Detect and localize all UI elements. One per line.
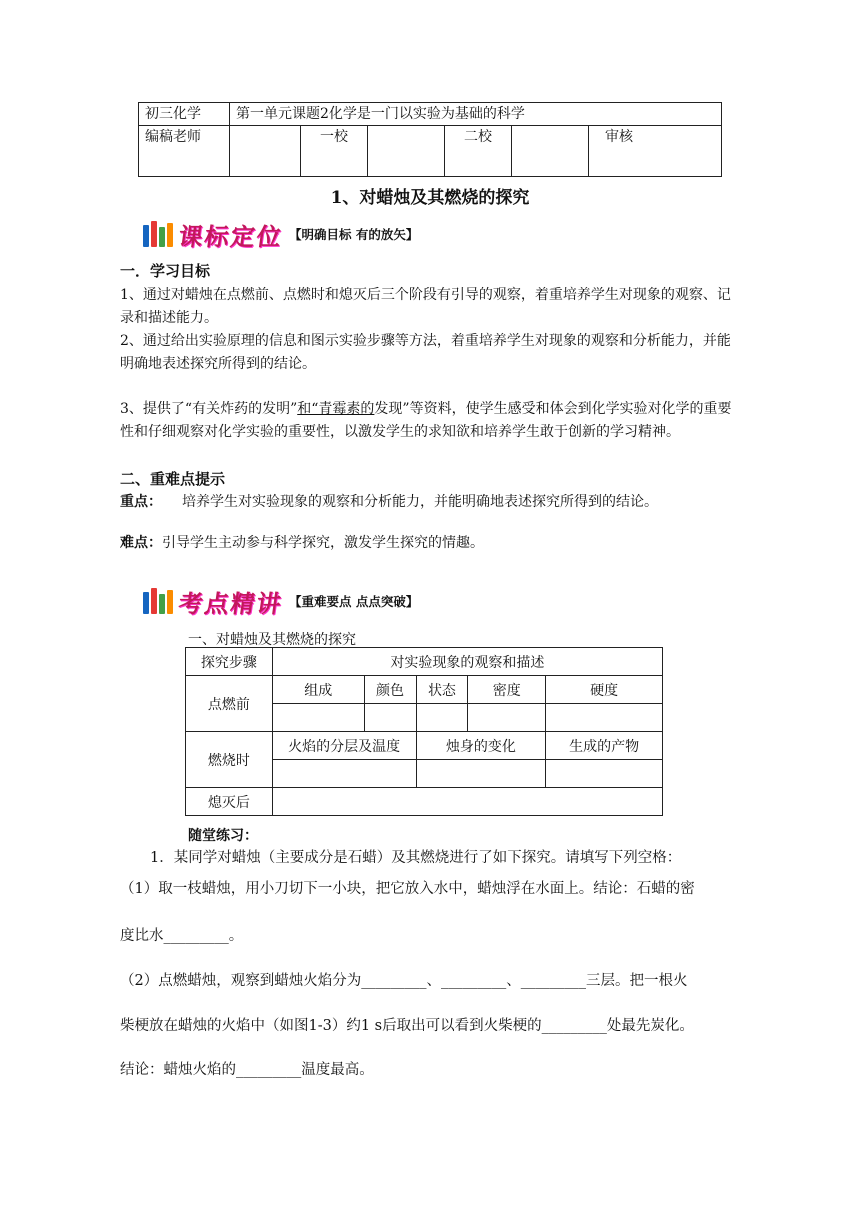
goal-text: 发现”等资料，使学生感受和体会到化学实验对化学的重要性和仔细观察对化学实验的重要性，以激发学生的求知欲和培养学生敢于创新的学习精神。 [120,401,732,440]
row-before-lighting: 点燃前 [186,676,273,732]
blank-cell [272,704,364,732]
key-point [120,491,740,514]
question-1-part2: 结论：蜡烛火焰的_________温度最高。 [120,1062,374,1078]
practice-heading: 随堂练习： [188,828,258,844]
blank-cell [272,760,416,788]
header-table [138,102,722,177]
row1-col: 状态 [416,676,468,704]
goal-item: 2、通过给出实验原理的信息和图示实验步骤等方法，着重培养学生对现象的观察和分析能力，并能明确地表述探究所得到的结论。 [120,333,731,372]
col-observation-header: 对实验现象的观察和描述 [272,648,662,676]
blank-cell [546,704,663,732]
question-1: 1．某同学对蜡烛（主要成分是石蜡）及其燃烧进行了如下探究。请填写下列空格： [150,850,682,866]
books-icon [143,588,173,614]
banner-title: 课标定位 [176,222,285,251]
section-heading: 二、重难点提示 [120,470,226,488]
row-after-extinguish: 熄灭后 [186,788,273,816]
review-cell: 审核 [589,126,722,177]
question-1-part2: （2）点燃蜡烛，观察到蜡烛火焰分为_________、_________、_________三层。把一根火 [120,973,688,989]
difficult-text: 引导学生主动参与科学探究，激发学生探究的情趣。 [162,535,484,551]
col-step-header: 探究步骤 [186,648,273,676]
blank-cell [546,760,663,788]
school2-cell: 二校 [445,126,512,177]
blank-cell [416,704,468,732]
row2-col: 烛身的变化 [416,732,546,760]
school1-cell: 一校 [301,126,368,177]
row-while-burning: 燃烧时 [186,732,273,788]
blank-cell [512,126,589,177]
goal-item: 1、通过对蜡烛在点燃前、点燃时和熄灭后三个阶段有引导的观察，着重培养学生对现象的观察、记录和描述能力。 [120,287,731,326]
goal-text: 3、提供了“有关炸药的发明” [120,401,298,417]
blank-cell [364,704,416,732]
question-1-part1: 度比水_________。 [120,928,244,944]
blank-cell [230,126,301,177]
banner-key-points [143,584,418,618]
question-1-part1: （1）取一枝蜡烛，用小刀切下一小块，把它放入水中，蜡烛浮在水面上。结论：石蜡的密 [120,881,695,897]
blank-cell [416,760,546,788]
candle-table [185,647,663,816]
blank-cell [368,126,445,177]
unit-title-cell: 第一单元课题2化学是一门以实验为基础的科学 [230,103,722,126]
row1-col: 硬度 [546,676,663,704]
row2-col: 火焰的分层及温度 [272,732,416,760]
goal-item [120,398,740,444]
editor-cell: 编稿老师 [139,126,230,177]
books-icon [143,221,173,247]
goal-text-underlined: 和“青霉素的 [297,401,375,417]
section-heading: 一．学习目标 [120,262,211,280]
table-caption: 一、对蜡烛及其燃烧的探究 [188,632,356,648]
key-text: 培养学生对实验现象的观察和分析能力，并能明确地表述探究所得到的结论。 [182,494,658,510]
blank-cell [468,704,546,732]
banner-title: 考点精讲 [176,589,285,618]
difficult-label: 难点： [120,535,162,551]
banner-subtitle: 【重难要点 点点突破】 [289,594,419,609]
difficult-point [120,532,740,555]
question-1-part2: 柴梗放在蜡烛的火焰中（如图1-3）约1 s后取出可以看到火柴梗的_________处最先炭化。 [120,1018,694,1034]
row1-col: 颜色 [364,676,416,704]
row1-col: 密度 [468,676,546,704]
key-label: 重点： [120,494,162,510]
banner-subtitle: 【明确目标 有的放矢】 [289,227,419,242]
document-title: 1、对蜡烛及其燃烧的探究 [330,188,530,208]
subject-cell: 初三化学 [139,103,230,126]
blank-cell [272,788,662,816]
row2-col: 生成的产物 [546,732,663,760]
row1-col: 组成 [272,676,364,704]
banner-curriculum [143,217,418,251]
